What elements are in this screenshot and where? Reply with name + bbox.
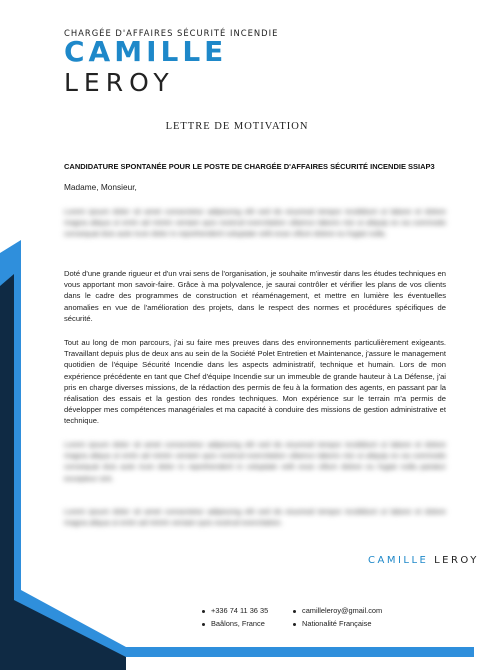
footer-accent-bar (126, 647, 474, 657)
contact-city (202, 619, 265, 628)
nationality: Nationalité Française (302, 619, 372, 628)
blurred-paragraph-4: Lorem ipsum dolor sit amet consectetur adipiscing elit sed do eiusmod tempor incididunt ut labore et dolore magna aliqua ut enim ad minim veniam quis nostrud exercitation ullamco laboris nisi ut aliquip ex ea commodo consequat duis aute irure dolor in reprehenderit in voluptate velit esse cillum dolore eu fugiat nulla pariatur excepteur sint. (64, 440, 446, 483)
letter-subject: CANDIDATURE SPONTANÉE POUR LE POSTE DE CHARGÉE D'AFFAIRES SÉCURITÉ INCENDIE SSIAP3 (64, 162, 435, 171)
bullet-icon (293, 623, 296, 626)
paragraph-3: Tout au long de mon parcours, j'ai su faire mes preuves dans des environnements particulièrement exigeants. Travaillant depuis plus de deux ans au sein de la Société Polet Entretien et Maintenance, j'assure le management quotidien de l'équipe Sécurité Incendie dans les aspects administratif, technique et humain. Lors de mon expérience précédente en tant que Chef d'équipe Incendie sur un immeuble de grande hauteur à La Défense, j'ai pris en charge diverses missions, de la rédaction des permis de feu à la formation des agents, en passant par la réalisation des essais et la gestion des rondes techniques. Mon expérience sur le terrain m'a permis de développer mes compétences managériales et ma capacité à conduire des missions de gestion administrative et technique. (64, 338, 446, 426)
paragraph-2: Doté d'une grande rigueur et d'un vrai sens de l'organisation, je souhaite m'investir dans les études techniques en vous apportant mon savoir-faire. Grâce à ma polyvalence, je saurai contrôler et vérifier les plans de vos clients dans le cadre des programmes de construction et réaménagement, et mettre en lumière les éventuelles anomalies en vue de l'amélioration des projets, dans le respect des normes et procédures spécifiques de sécurité. (64, 269, 446, 323)
blurred-paragraph-1: Lorem ipsum dolor sit amet consectetur adipiscing elit sed do eiusmod tempor incididunt ut labore et dolore magna aliqua ut enim ad minim veniam quis nostrud exercitation ullamco laboris nisi ut aliquip ex ea commodo consequat duis aute irure dolor in reprehenderit voluptate velit esse cillum dolore eu fugiat nulla. (64, 207, 446, 239)
blurred-paragraph-5: Lorem ipsum dolor sit amet consectetur adipiscing elit sed do eiusmod tempor incididunt ut labore et dolore magna aliqua ut enim ad minim veniam quis nostrud exercitation. (64, 507, 446, 528)
contact-phone (202, 606, 268, 615)
email-address: camilleleroy@gmail.com (302, 606, 383, 615)
first-name: CAMILLE (64, 35, 228, 68)
city: Baâlons, France (211, 619, 265, 628)
job-title: CHARGÉE D'AFFAIRES SÉCURITÉ INCENDIE (64, 28, 279, 38)
bullet-icon (293, 610, 296, 613)
salutation: Madame, Monsieur, (64, 182, 137, 192)
signature (368, 555, 479, 566)
bullet-icon (202, 623, 205, 626)
contact-nationality (293, 619, 371, 628)
phone-number: +336 74 11 36 35 (211, 606, 269, 615)
signature-first-name: CAMILLE (368, 555, 429, 566)
bullet-icon (202, 610, 205, 613)
last-name: LEROY (64, 68, 175, 97)
document-title: LETTRE DE MOTIVATION (165, 121, 309, 132)
contact-email (293, 606, 382, 615)
signature-last-name: LEROY (434, 555, 479, 566)
